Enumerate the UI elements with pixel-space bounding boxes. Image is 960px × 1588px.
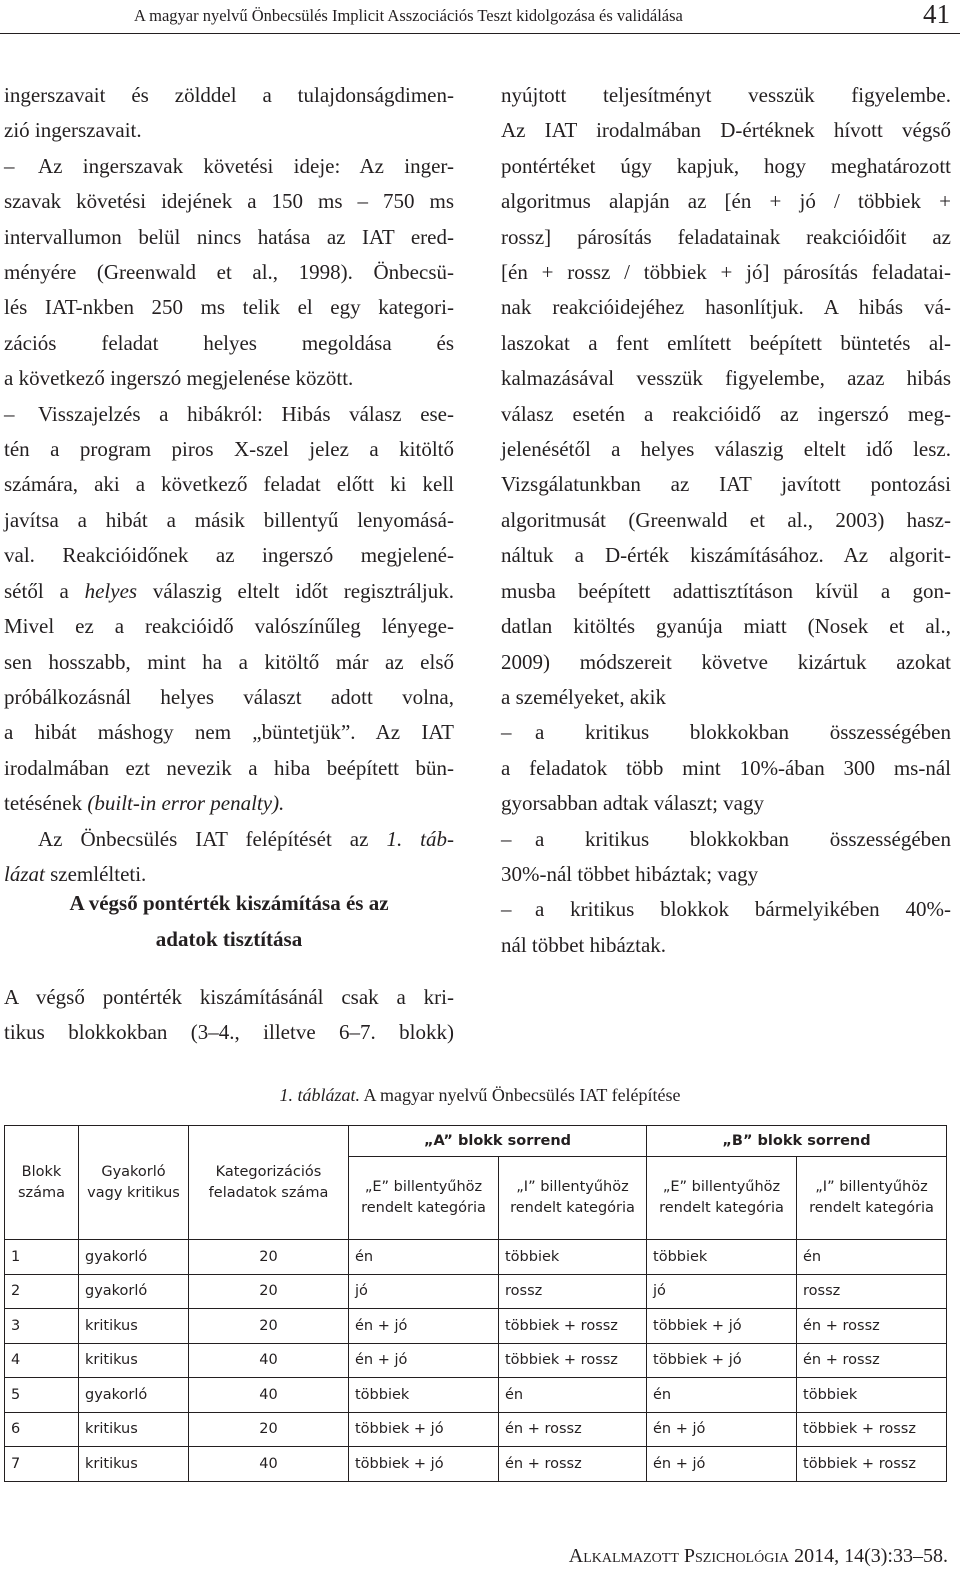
bullet-line <box>501 822 951 857</box>
italic-span: (built-in error penalty). <box>87 791 285 816</box>
table-row <box>5 1274 947 1309</box>
text-line: jelenésétől a helyes válaszig eltelt idő lesz. <box>501 437 951 462</box>
cell-type: kritikus <box>79 1412 189 1447</box>
table-row <box>5 1240 947 1275</box>
header-blokk: Blokk száma <box>5 1126 79 1240</box>
text-line: próbálkozásnál helyes választ adott volna, <box>4 684 454 709</box>
text-line: Az ingerszavak követési ideje: Az inger- <box>38 153 454 178</box>
cell-type: gyakorló <box>79 1240 189 1275</box>
cell-type: gyakorló <box>79 1274 189 1309</box>
journal-name: Alkalmazott Pszichológia <box>568 1545 790 1567</box>
cell-a-e: én <box>349 1240 499 1275</box>
right-column <box>501 78 951 963</box>
cell-type: kritikus <box>79 1447 189 1482</box>
section-paragraph <box>4 980 454 1051</box>
text-line: nak reakcióidejéhez hasonlítjuk. A hibás vá- <box>501 295 951 320</box>
header-a-e: „E” billentyűhöz rendelt kategória <box>349 1157 499 1240</box>
text-span: a kritikus blokkokban összességében <box>535 720 951 745</box>
cell-a-i: én + rossz <box>499 1447 647 1482</box>
cell-count: 20 <box>189 1412 349 1447</box>
text-line: sen hosszabb, mint ha a kitöltő már az első <box>4 649 454 674</box>
cell-b-i: én <box>797 1240 947 1275</box>
table-row <box>5 1412 947 1447</box>
cell-b-e: én + jó <box>647 1412 797 1447</box>
cell-blokk: 4 <box>5 1343 79 1378</box>
text-line <box>4 786 454 821</box>
text-line: 30%-nál többet hibáztak; vagy <box>501 861 759 886</box>
cell-b-e: többiek + jó <box>647 1309 797 1344</box>
text-line: intervallumon belül nincs hatása az IAT ered- <box>4 224 454 249</box>
cell-b-i: többiek + rossz <box>797 1447 947 1482</box>
journal-citation: 2014, 14(3):33–58. <box>789 1545 948 1567</box>
iat-structure-table <box>4 1125 947 1482</box>
heading-line: adatok tisztítása <box>155 927 303 951</box>
paragraph <box>4 78 454 892</box>
bullet-line <box>501 892 951 927</box>
italic-span: helyes <box>84 578 138 603</box>
table-caption <box>0 1085 960 1106</box>
text-line: válasz esetén a reakcióidő az ingerszó meg- <box>501 401 951 426</box>
page-number: 41 <box>923 0 950 29</box>
table-row <box>5 1447 947 1482</box>
text-line: datlan kitöltés gyanúja miatt (Nosek et al., <box>501 614 951 639</box>
text-line: tikus blokkokban (3–4., illetve 6–7. blokk) <box>4 1020 454 1045</box>
running-header <box>0 0 960 34</box>
running-title: A magyar nyelvű Önbecsülés Implicit Asszociációs Teszt kidolgozása és validálása <box>134 6 683 25</box>
text-span: válaszig eltelt időt regisztráljuk. <box>137 578 454 603</box>
cell-type: kritikus <box>79 1343 189 1378</box>
heading-line: A végső pontérték kiszámítása és az <box>69 891 389 915</box>
text-line: kalmazásával vesszük figyelembe, azaz hibás <box>501 366 951 391</box>
dash-marker: – <box>4 153 15 178</box>
paragraph <box>501 78 951 963</box>
header-gyakorlo: Gyakorló vagy kritikus <box>79 1126 189 1240</box>
cell-b-i: többiek <box>797 1378 947 1413</box>
text-line: javítsa a hibát a másik billentyű lenyomásá- <box>4 507 454 532</box>
header-b-i: „I” billentyűhöz rendelt kategória <box>797 1157 947 1240</box>
table-row <box>5 1378 947 1413</box>
cell-a-e: én + jó <box>349 1343 499 1378</box>
table-row <box>5 1343 947 1378</box>
cell-count: 20 <box>189 1240 349 1275</box>
text-line: a következő ingerszó megjelenése között. <box>4 366 354 391</box>
text-line: pontértéket úgy kapjuk, hogy meghatározott <box>501 153 951 178</box>
text-line: náltuk a D-érték kiszámításához. Az algorit- <box>501 543 951 568</box>
dash-marker: – <box>501 897 512 922</box>
cell-b-i: én + rossz <box>797 1343 947 1378</box>
cell-a-e: én + jó <box>349 1309 499 1344</box>
text-line <box>4 574 454 609</box>
cell-blokk: 2 <box>5 1274 79 1309</box>
cell-a-i: többiek + rossz <box>499 1343 647 1378</box>
cell-count: 20 <box>189 1309 349 1344</box>
cell-blokk: 1 <box>5 1240 79 1275</box>
text-span: Az Önbecsülés IAT felépítését az <box>38 826 387 851</box>
italic-span: lázat <box>4 861 45 886</box>
cell-count: 40 <box>189 1343 349 1378</box>
text-line: ingerszavait és zölddel a tulajdonságdimen- <box>4 83 454 107</box>
text-line: a feladatok több mint 10%-ában 300 ms-nál <box>501 755 951 780</box>
table-row <box>5 1309 947 1344</box>
text-line: zió ingerszavait. <box>4 118 142 143</box>
caption-number: 1. táblázat. <box>279 1085 360 1105</box>
cell-a-i: rossz <box>499 1274 647 1309</box>
header-b-e: „E” billentyűhöz rendelt kategória <box>647 1157 797 1240</box>
text-line: nál többet hibáztak. <box>501 932 667 957</box>
cell-count: 40 <box>189 1447 349 1482</box>
text-line: nyújtott teljesítményt vesszük figyelembe. <box>501 83 951 107</box>
text-span: a kritikus blokkok bármelyikében 40%- <box>535 897 951 922</box>
text-line: a hibát máshogy nem „büntetjük”. Az IAT <box>4 720 454 745</box>
cell-b-i: én + rossz <box>797 1309 947 1344</box>
cell-type: kritikus <box>79 1309 189 1344</box>
text-line: algoritmus alapján az [én + jó / többiek + <box>501 189 951 214</box>
text-line: lés IAT-nkben 250 ms telik el egy kategori- <box>4 295 454 320</box>
cell-b-e: én + jó <box>647 1447 797 1482</box>
cell-b-e: többiek <box>647 1240 797 1275</box>
cell-a-i: én + rossz <box>499 1412 647 1447</box>
text-span: a kritikus blokkokban összességében <box>535 826 951 851</box>
text-span: tetésének <box>4 791 88 816</box>
cell-count: 20 <box>189 1274 349 1309</box>
cell-b-i: többiek + rossz <box>797 1412 947 1447</box>
cell-a-e: többiek + jó <box>349 1447 499 1482</box>
cell-a-i: többiek + rossz <box>499 1309 647 1344</box>
text-line: számára, aki a következő feladat előtt ki kell <box>4 472 454 497</box>
journal-footer <box>569 1545 948 1568</box>
text-line: Az IAT irodalmában D-értéknek hívott végső <box>501 118 951 143</box>
caption-text: A magyar nyelvű Önbecsülés IAT felépítése <box>359 1085 681 1105</box>
text-line: musba beépített adattisztításon kívül a gon- <box>501 578 951 603</box>
dash-marker: – <box>501 826 512 851</box>
header-kategorizacios: Kategorizációs feladatok száma <box>189 1126 349 1240</box>
cell-blokk: 3 <box>5 1309 79 1344</box>
text-line: tén a program piros X-szel jelez a kitöltő <box>4 437 454 462</box>
cell-b-e: többiek + jó <box>647 1343 797 1378</box>
table-container <box>4 1125 946 1482</box>
text-line: ményére (Greenwald et al., 1998). Önbecsü- <box>4 260 454 285</box>
cell-a-i: többiek <box>499 1240 647 1275</box>
cell-b-i: rossz <box>797 1274 947 1309</box>
header-a-i: „I” billentyűhöz rendelt kategória <box>499 1157 647 1240</box>
text-span: sétől a <box>4 578 85 603</box>
text-line: laszokat a fent említett beépített büntetés al- <box>501 330 951 355</box>
cell-count: 40 <box>189 1378 349 1413</box>
text-line: A végső pontérték kiszámításánál csak a kri- <box>4 985 454 1009</box>
dash-marker: – <box>501 720 512 745</box>
text-line: Visszajelzés a hibákról: Hibás válasz ese- <box>38 401 454 426</box>
text-line: gyorsabban adtak választ; vagy <box>501 791 764 816</box>
text-line: rossz] párosítás feladatainak reakcióidőit az <box>501 224 951 249</box>
cell-b-e: én <box>647 1378 797 1413</box>
text-line <box>4 822 454 857</box>
cell-blokk: 6 <box>5 1412 79 1447</box>
left-column <box>4 78 454 892</box>
text-line: a személyeket, akik <box>501 684 667 709</box>
text-line: Mivel ez a reakcióidő valószínűleg lényege- <box>4 614 454 639</box>
text-line: irodalmában ezt nevezik a hiba beépített bün- <box>4 755 454 780</box>
text-line: szavak követési idejének a 150 ms – 750 ms <box>4 189 454 214</box>
cell-blokk: 5 <box>5 1378 79 1413</box>
cell-a-e: többiek <box>349 1378 499 1413</box>
cell-type: gyakorló <box>79 1378 189 1413</box>
text-span: szemlélteti. <box>44 861 147 886</box>
text-line: 2009) módszereit követve kizártuk azokat <box>501 649 951 674</box>
text-line: val. Reakcióidőnek az ingerszó megjelené- <box>4 543 454 568</box>
text-line: Vizsgálatunkban az IAT javított pontozási <box>501 472 951 497</box>
header-group-a: „A” blokk sorrend <box>349 1126 647 1157</box>
text-line: [én + rossz / többiek + jó] párosítás feladatai- <box>501 260 951 285</box>
bullet-line <box>4 149 454 184</box>
italic-span: 1. táb- <box>386 826 454 851</box>
cell-a-i: én <box>499 1378 647 1413</box>
text-line: zációs feladat helyes megoldása és <box>4 330 454 355</box>
bullet-line <box>4 397 454 432</box>
cell-blokk: 7 <box>5 1447 79 1482</box>
dash-marker: – <box>4 401 15 426</box>
cell-a-e: jó <box>349 1274 499 1309</box>
cell-a-e: többiek + jó <box>349 1412 499 1447</box>
cell-b-e: jó <box>647 1274 797 1309</box>
section-heading <box>4 885 454 957</box>
header-group-b: „B” blokk sorrend <box>647 1126 947 1157</box>
bullet-line <box>501 715 951 750</box>
text-line: algoritmusát (Greenwald et al., 2003) hasz- <box>501 507 951 532</box>
